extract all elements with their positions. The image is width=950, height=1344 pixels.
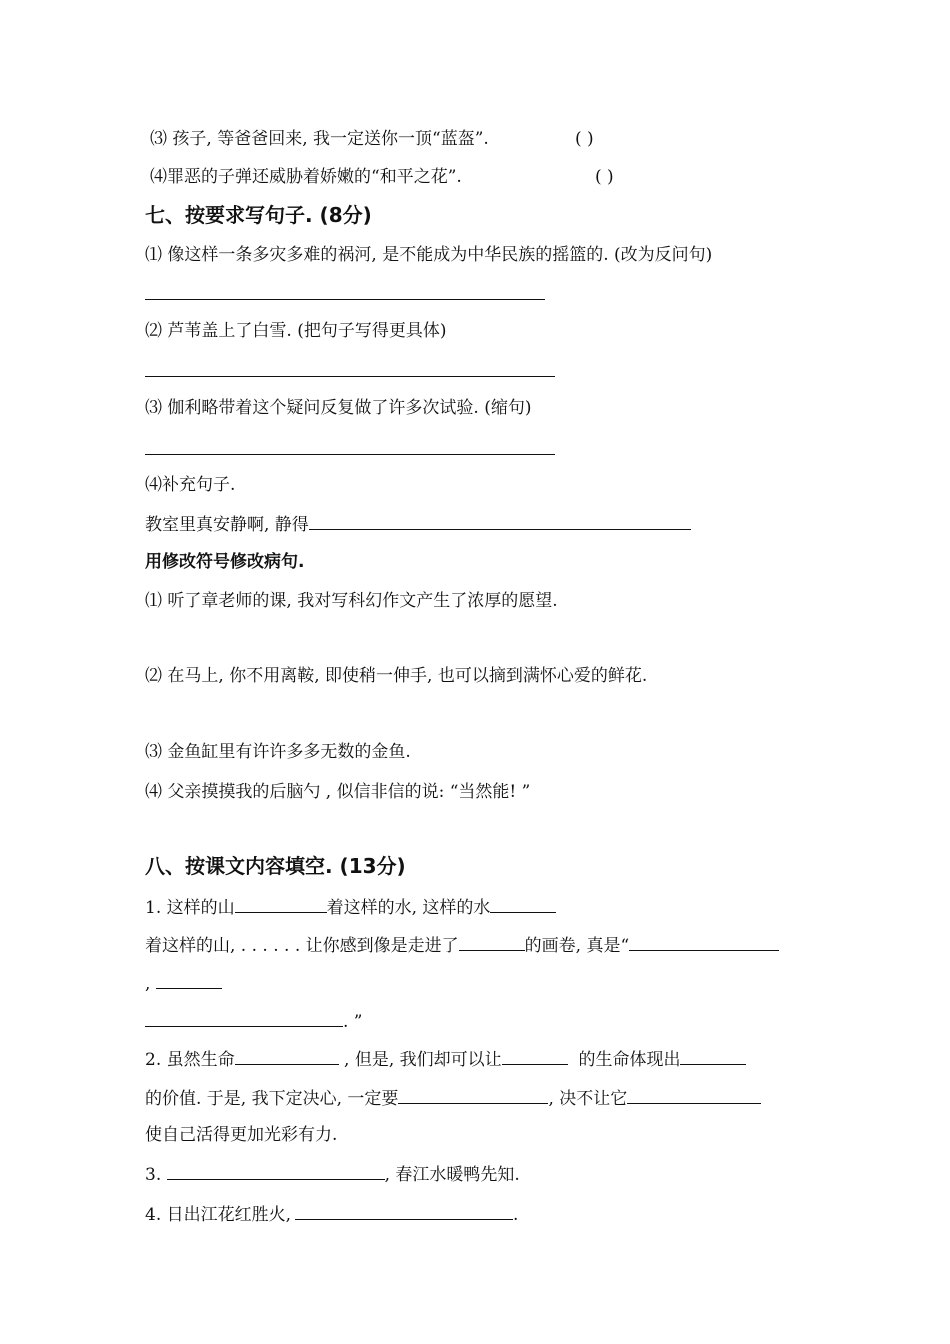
s8-p3: 3. , 春江水暖鸭先知. xyxy=(145,1162,520,1186)
s8-p1-blank6[interactable] xyxy=(145,1009,343,1027)
s8-p2-blank5[interactable] xyxy=(627,1086,761,1104)
s8-p1-blank5[interactable] xyxy=(156,971,222,989)
s8-p2-blank3[interactable] xyxy=(680,1047,746,1065)
s8-p3-blank[interactable] xyxy=(167,1162,385,1180)
s7-q2: ⑵ 芦苇盖上了白雪. (把句子写得更具体) xyxy=(145,321,447,341)
edit-q2: ⑵ 在马上, 你不用离鞍, 即使稍一伸手, 也可以摘到满怀心爱的鲜花. xyxy=(145,666,648,686)
s8-p2-blank1[interactable] xyxy=(235,1047,339,1065)
s8-p1-line4: . ” xyxy=(145,1009,363,1033)
section-7-heading: 七、按要求写句子. (8分) xyxy=(145,203,372,227)
edit-q3: ⑶ 金鱼缸里有许许多多无数的金鱼. xyxy=(145,742,411,762)
s7-q3: ⑶ 伽利略带着这个疑问反复做了许多次试验. (缩句) xyxy=(145,398,532,418)
s7-q4-blank[interactable] xyxy=(309,512,691,530)
s8-p1-blank4[interactable] xyxy=(629,933,779,951)
s8-p2-line1: 2. 虽然生命 , 但是, 我们却可以让 的生命体现出 xyxy=(145,1047,746,1071)
edit-q1: ⑴ 听了章老师的课, 我对写科幻作文产生了浓厚的愿望. xyxy=(145,591,558,611)
s7-q1: ⑴ 像这样一条多灾多难的祸河, 是不能成为中华民族的摇篮的. (改为反问句) xyxy=(145,245,713,265)
s7-q3-answer-line[interactable] xyxy=(145,454,555,455)
s6-q3-answer-paren[interactable]: ( ) xyxy=(575,129,594,149)
s8-p2-blank4[interactable] xyxy=(398,1086,548,1104)
s7-q4: ⑷补充句子. xyxy=(145,475,236,495)
s8-p2-line2: 的价值. 于是, 我下定决心, 一定要 , 决不让它 xyxy=(145,1086,761,1110)
s8-p1-line2: 着这样的山, . . . . . . 让你感到像是走进了 的画卷, 真是“ xyxy=(145,933,779,957)
section-8-heading: 八、按课文内容填空. (13分) xyxy=(145,854,406,878)
s8-p1-blank3[interactable] xyxy=(459,933,525,951)
s8-p1-line3: , xyxy=(145,971,222,995)
s8-p4-blank[interactable] xyxy=(295,1202,513,1220)
edit-q4: ⑷ 父亲摸摸我的后脑勺 , 似信非信的说: “当然能! ” xyxy=(145,782,531,802)
s7-q4-sentence: 教室里真安静啊, 静得 xyxy=(145,512,691,536)
s8-p1-blank1[interactable] xyxy=(235,895,327,913)
edit-section-heading: 用修改符号修改病句. xyxy=(145,552,305,572)
s7-q2-answer-line[interactable] xyxy=(145,376,555,377)
s8-p4: 4. 日出江花红胜火, . xyxy=(145,1202,518,1226)
s6-q3: ⑶ 孩子, 等爸爸回来, 我一定送你一顶“蓝盔”. xyxy=(150,129,489,149)
s8-p1-blank2[interactable] xyxy=(490,895,556,913)
s8-p2-blank2[interactable] xyxy=(502,1047,568,1065)
s8-p1-line1: 1. 这样的山 着这样的水, 这样的水 xyxy=(145,895,556,919)
s6-q4: ⑷罪恶的子弹还威胁着娇嫩的“和平之花”. xyxy=(150,167,462,187)
s6-q4-answer-paren[interactable]: ( ) xyxy=(595,167,614,187)
s8-p2-line3: 使自己活得更加光彩有力. xyxy=(145,1125,338,1145)
s7-q1-answer-line[interactable] xyxy=(145,299,545,300)
